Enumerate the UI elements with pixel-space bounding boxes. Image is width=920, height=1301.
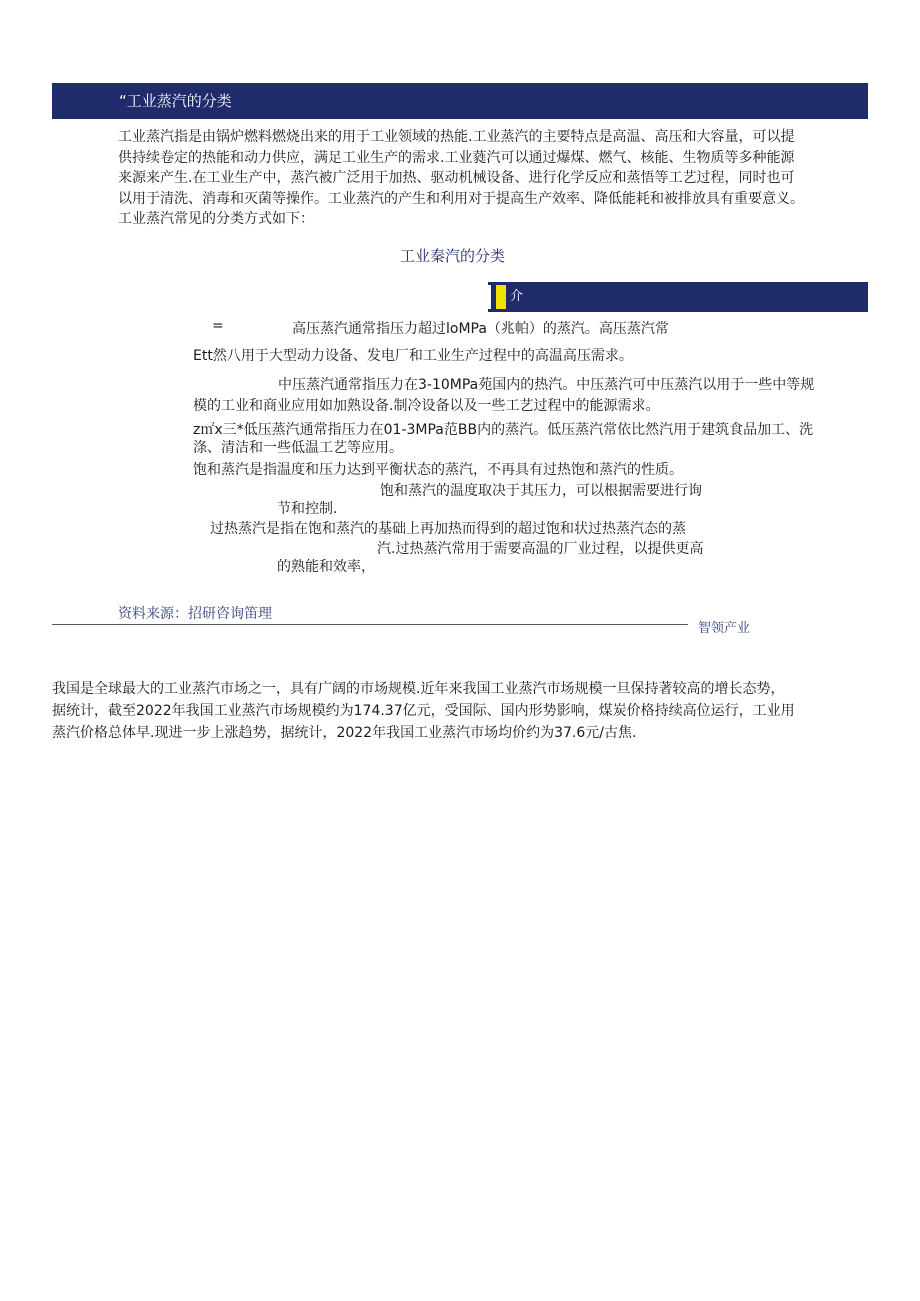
item-line: Ett然八用于大型动力设备、发电厂和工业生产过程中的高温高压需求。 (193, 348, 633, 364)
item-line: z㎡x三*低压蒸汽通常指压力在01-3MPa范BB内的蒸汽。低压蒸汽常依比然汽用于建筑食品加工、洗 (193, 422, 814, 438)
section-header-bar (52, 83, 868, 119)
header-highlight-mark (496, 285, 506, 309)
intro-line: 供持续卷定的热能和动力供应，满足工业生产的需求.工业蕤汽可以通过爆煤、燃气、核能、生物质等多种能源 (118, 149, 795, 166)
item-line: 过热蒸汽是指在饱和蒸汽的基础上再加热而得到的超过饱和状过热蒸汽态的蒸 (210, 521, 686, 537)
item-line: 节和控制. (277, 501, 338, 517)
intro-line: 工业蒸汽指是由锅炉燃料燃烧出来的用于工业领域的热能.工业蒸汽的主要特点是高温、高压和大容量，可以提 (118, 129, 795, 145)
item-marker: = (212, 318, 224, 334)
item-line: 饱和蒸汽的温度取决于其压力，可以根据需要进行询 (380, 483, 702, 499)
market-line: 蒸汽价格总体早.现进一步上涨趋势，据统计，2022年我国工业蒸汽市场均价约为37.6元/古焦. (52, 725, 637, 741)
figure-header-bar (488, 282, 868, 312)
header-tick-mark (488, 285, 491, 309)
market-line: 我国是全球最大的工业蒸汽市场之一，具有广阔的市场规模.近年来我国工业蒸汽市场规模一旦保持著较高的增长态势， (52, 681, 785, 697)
intro-line: 以用于清洗、消毒和灭菌等操作。工业蒸汽的产生和利用对于提高生产效率、降低能耗和被排放具有重要意义。 (118, 190, 804, 207)
intro-line: 工业蒸汽常见的分类方式如下： (118, 211, 314, 227)
source-note: 资料来源：招研咨询笛理 (118, 606, 272, 622)
figure-title: 工业秦汽的分类 (400, 247, 506, 265)
item-line: 饱和蒸汽是指温度和压力达到平衡状态的蒸汽，不再具有过热饱和蒸汽的性质。 (193, 462, 683, 478)
item-line: 的熟能和效率， (277, 559, 375, 575)
market-paragraph (52, 678, 868, 744)
item-line: 高压蒸汽通常指压力超过loMPa（兆帕）的蒸汽。高压蒸汽常 (292, 321, 669, 337)
item-line: 中压蒸汽通常指压力在3-10MPa苑国内的热汽。中压蒸汽可中压蒸汽以用于一些中等规 (278, 377, 815, 393)
section-title: “工业蒸汽的分类 (119, 92, 232, 110)
intro-paragraph (118, 127, 868, 230)
market-line: 据统计，截至2022年我国工业蒸汽市场规模约为174.37亿元，受国际、国内形势影响，煤炭价格持续高位运行，工业用 (52, 703, 795, 719)
item-line: 汽.过热蒸汽常用于需要高温的厂业过程，以提供更高 (377, 541, 704, 557)
intro-line: 来源来产生.在工业生产中，蒸汽被广泛用于加热、驱动机械设备、进行化学反应和蒸悟等工艺过程，同时也可 (118, 170, 795, 186)
brand-label: 智领产业 (698, 621, 751, 636)
divider-rule (52, 624, 688, 625)
header-label: 介 (510, 289, 524, 304)
item-line: 模的工业和商业应用如加熟设备.制冷设备以及一些工艺过程中的能源需求。 (193, 398, 660, 414)
item-line: 涤、清洁和一些低温工艺等应用。 (193, 440, 403, 456)
